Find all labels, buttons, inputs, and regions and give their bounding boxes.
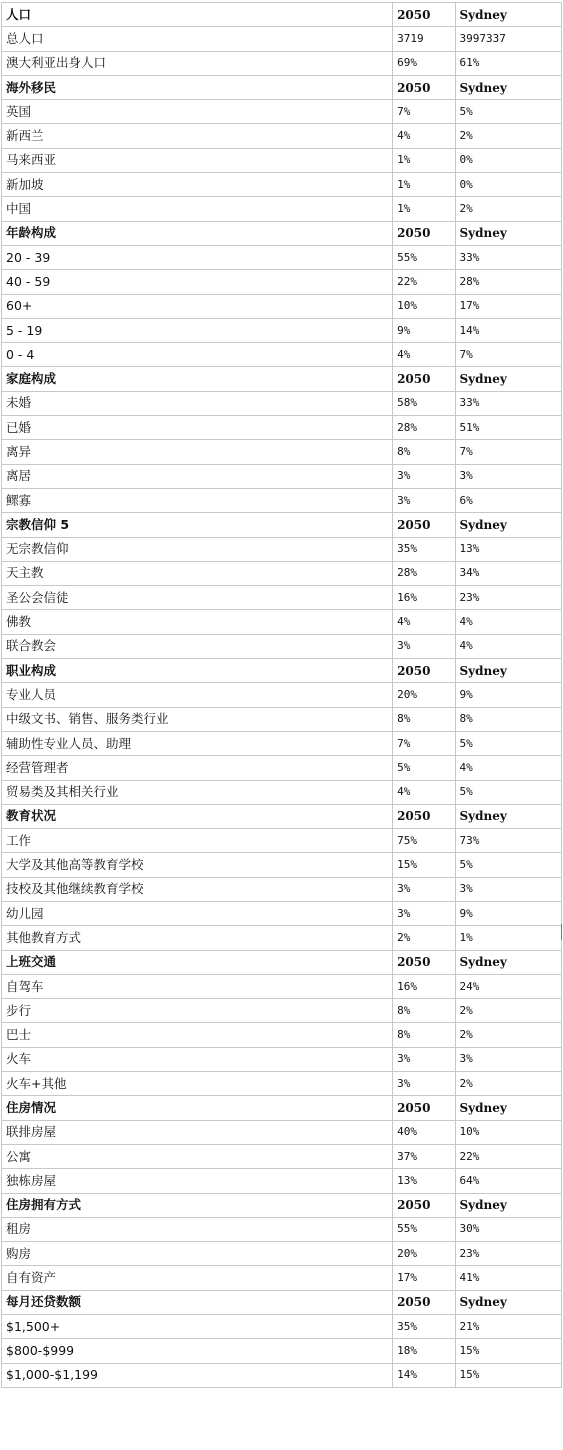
- table-row: [2, 100, 562, 124]
- table-row: [2, 974, 562, 998]
- value-sydney-cell: 2%: [455, 1072, 561, 1096]
- value-2050-cell: 55%: [393, 1217, 455, 1241]
- table-row: [2, 707, 562, 731]
- label-cell: 总人口: [2, 27, 393, 51]
- value-2050-cell: 3%: [393, 1047, 455, 1071]
- label-cell: 教育状况: [2, 804, 393, 828]
- value-sydney-cell: 5%: [455, 780, 561, 804]
- text-cursor-mark: [561, 924, 562, 940]
- value-sydney-cell: 7%: [455, 343, 561, 367]
- table-row: [2, 610, 562, 634]
- table-row: [2, 1315, 562, 1339]
- table-row: [2, 1072, 562, 1096]
- value-2050-cell: 75%: [393, 829, 455, 853]
- value-sydney-cell: Sydney: [455, 804, 561, 828]
- table-row: [2, 999, 562, 1023]
- value-sydney-cell: 4%: [455, 634, 561, 658]
- value-2050-cell: 2050: [393, 513, 455, 537]
- table-row: [2, 440, 562, 464]
- value-2050-cell: 22%: [393, 270, 455, 294]
- label-cell: 公寓: [2, 1144, 393, 1168]
- label-cell: 天主教: [2, 561, 393, 585]
- label-cell: 住房情况: [2, 1096, 393, 1120]
- value-2050-cell: 2%: [393, 926, 455, 950]
- label-cell: 中国: [2, 197, 393, 221]
- value-2050-cell: 14%: [393, 1363, 455, 1387]
- value-2050-cell: 16%: [393, 586, 455, 610]
- table-row: [2, 124, 562, 148]
- label-cell: 家庭构成: [2, 367, 393, 391]
- label-cell: 中级文书、销售、服务类行业: [2, 707, 393, 731]
- label-cell: 工作: [2, 829, 393, 853]
- label-cell: 澳大利亚出身人口: [2, 51, 393, 75]
- value-2050-cell: 5%: [393, 756, 455, 780]
- section-header-row: [2, 1290, 562, 1314]
- value-sydney-cell: 3%: [455, 877, 561, 901]
- table-row: [2, 561, 562, 585]
- table-row: [2, 245, 562, 269]
- label-cell: 专业人员: [2, 683, 393, 707]
- label-cell: 人口: [2, 3, 393, 27]
- table-row: [2, 1169, 562, 1193]
- section-header-row: [2, 659, 562, 683]
- label-cell: 自有资产: [2, 1266, 393, 1290]
- label-cell: 辅助性专业人员、助理: [2, 731, 393, 755]
- value-sydney-cell: 3%: [455, 464, 561, 488]
- value-sydney-cell: Sydney: [455, 75, 561, 99]
- section-header-row: [2, 1096, 562, 1120]
- label-cell: 5 - 19: [2, 318, 393, 342]
- value-sydney-cell: 3997337: [455, 27, 561, 51]
- value-2050-cell: 3%: [393, 1072, 455, 1096]
- label-cell: 20 - 39: [2, 245, 393, 269]
- table-row: [2, 731, 562, 755]
- value-sydney-cell: 8%: [455, 707, 561, 731]
- value-2050-cell: 8%: [393, 999, 455, 1023]
- value-sydney-cell: 14%: [455, 318, 561, 342]
- section-header-row: [2, 804, 562, 828]
- label-cell: 购房: [2, 1242, 393, 1266]
- table-row: [2, 1339, 562, 1363]
- label-cell: 鳏寡: [2, 488, 393, 512]
- value-2050-cell: 69%: [393, 51, 455, 75]
- value-2050-cell: 8%: [393, 1023, 455, 1047]
- table-row: [2, 1217, 562, 1241]
- label-cell: 0 - 4: [2, 343, 393, 367]
- value-2050-cell: 10%: [393, 294, 455, 318]
- value-2050-cell: 15%: [393, 853, 455, 877]
- value-sydney-cell: 17%: [455, 294, 561, 318]
- value-2050-cell: 7%: [393, 100, 455, 124]
- value-sydney-cell: 15%: [455, 1363, 561, 1387]
- value-sydney-cell: Sydney: [455, 513, 561, 537]
- value-2050-cell: 16%: [393, 974, 455, 998]
- label-cell: 每月还贷数额: [2, 1290, 393, 1314]
- label-cell: 贸易类及其相关行业: [2, 780, 393, 804]
- value-sydney-cell: 23%: [455, 1242, 561, 1266]
- label-cell: 独栋房屋: [2, 1169, 393, 1193]
- value-2050-cell: 2050: [393, 659, 455, 683]
- statistics-table: [1, 2, 562, 1388]
- value-2050-cell: 37%: [393, 1144, 455, 1168]
- table-row: [2, 634, 562, 658]
- table-row: [2, 1242, 562, 1266]
- label-cell: 联排房屋: [2, 1120, 393, 1144]
- label-cell: 巴士: [2, 1023, 393, 1047]
- value-sydney-cell: 21%: [455, 1315, 561, 1339]
- value-2050-cell: 1%: [393, 173, 455, 197]
- section-header-row: [2, 221, 562, 245]
- value-sydney-cell: 2%: [455, 999, 561, 1023]
- value-2050-cell: 4%: [393, 780, 455, 804]
- value-2050-cell: 3%: [393, 877, 455, 901]
- label-cell: 佛教: [2, 610, 393, 634]
- value-sydney-cell: 15%: [455, 1339, 561, 1363]
- value-sydney-cell: 23%: [455, 586, 561, 610]
- value-2050-cell: 2050: [393, 367, 455, 391]
- value-sydney-cell: 0%: [455, 148, 561, 172]
- label-cell: 技校及其他继续教育学校: [2, 877, 393, 901]
- label-cell: 海外移民: [2, 75, 393, 99]
- table-row: [2, 586, 562, 610]
- value-2050-cell: 4%: [393, 124, 455, 148]
- value-2050-cell: 1%: [393, 197, 455, 221]
- value-2050-cell: 13%: [393, 1169, 455, 1193]
- table-row: [2, 537, 562, 561]
- value-sydney-cell: 9%: [455, 683, 561, 707]
- label-cell: 未婚: [2, 391, 393, 415]
- value-2050-cell: 28%: [393, 416, 455, 440]
- table-row: [2, 27, 562, 51]
- label-cell: 步行: [2, 999, 393, 1023]
- value-sydney-cell: Sydney: [455, 950, 561, 974]
- label-cell: $1,000-$1,199: [2, 1363, 393, 1387]
- table-row: [2, 829, 562, 853]
- value-sydney-cell: Sydney: [455, 221, 561, 245]
- value-2050-cell: 1%: [393, 148, 455, 172]
- value-2050-cell: 3%: [393, 464, 455, 488]
- value-2050-cell: 4%: [393, 610, 455, 634]
- value-sydney-cell: 33%: [455, 391, 561, 415]
- value-sydney-cell: 41%: [455, 1266, 561, 1290]
- value-sydney-cell: 4%: [455, 610, 561, 634]
- value-sydney-cell: 13%: [455, 537, 561, 561]
- value-2050-cell: 3%: [393, 488, 455, 512]
- value-2050-cell: 9%: [393, 318, 455, 342]
- table-row: [2, 877, 562, 901]
- label-cell: 宗教信仰 5: [2, 513, 393, 537]
- value-sydney-cell: Sydney: [455, 659, 561, 683]
- value-sydney-cell: 34%: [455, 561, 561, 585]
- value-sydney-cell: 2%: [455, 197, 561, 221]
- table-row: [2, 1363, 562, 1387]
- value-sydney-cell: 28%: [455, 270, 561, 294]
- value-sydney-cell: 4%: [455, 756, 561, 780]
- label-cell: 离居: [2, 464, 393, 488]
- value-sydney-cell: 3%: [455, 1047, 561, 1071]
- value-sydney-cell: Sydney: [455, 1290, 561, 1314]
- value-2050-cell: 2050: [393, 1193, 455, 1217]
- value-2050-cell: 2050: [393, 221, 455, 245]
- value-2050-cell: 28%: [393, 561, 455, 585]
- value-2050-cell: 58%: [393, 391, 455, 415]
- value-sydney-cell: 24%: [455, 974, 561, 998]
- value-sydney-cell: 10%: [455, 1120, 561, 1144]
- value-2050-cell: 35%: [393, 537, 455, 561]
- section-header-row: [2, 3, 562, 27]
- value-sydney-cell: 5%: [455, 731, 561, 755]
- value-2050-cell: 55%: [393, 245, 455, 269]
- value-2050-cell: 17%: [393, 1266, 455, 1290]
- value-sydney-cell: Sydney: [455, 1193, 561, 1217]
- label-cell: $1,500+: [2, 1315, 393, 1339]
- label-cell: 年龄构成: [2, 221, 393, 245]
- value-sydney-cell: 30%: [455, 1217, 561, 1241]
- label-cell: 火车+其他: [2, 1072, 393, 1096]
- table-row: [2, 148, 562, 172]
- table-row: [2, 343, 562, 367]
- value-2050-cell: 3719: [393, 27, 455, 51]
- value-2050-cell: 2050: [393, 3, 455, 27]
- value-sydney-cell: 9%: [455, 901, 561, 925]
- table-row: [2, 51, 562, 75]
- value-2050-cell: 2050: [393, 1096, 455, 1120]
- value-sydney-cell: 2%: [455, 124, 561, 148]
- label-cell: 已婚: [2, 416, 393, 440]
- label-cell: 幼儿园: [2, 901, 393, 925]
- table-row: [2, 1047, 562, 1071]
- table-row: [2, 464, 562, 488]
- label-cell: 圣公会信徒: [2, 586, 393, 610]
- label-cell: 住房拥有方式: [2, 1193, 393, 1217]
- label-cell: 60+: [2, 294, 393, 318]
- table-row: [2, 197, 562, 221]
- section-header-row: [2, 75, 562, 99]
- table-row: [2, 1266, 562, 1290]
- label-cell: 新加坡: [2, 173, 393, 197]
- label-cell: 马来西亚: [2, 148, 393, 172]
- value-2050-cell: 8%: [393, 707, 455, 731]
- label-cell: 火车: [2, 1047, 393, 1071]
- value-sydney-cell: 5%: [455, 853, 561, 877]
- value-sydney-cell: 7%: [455, 440, 561, 464]
- label-cell: $800-$999: [2, 1339, 393, 1363]
- table-row: [2, 756, 562, 780]
- table-row: [2, 294, 562, 318]
- value-2050-cell: 2050: [393, 1290, 455, 1314]
- table-row: [2, 780, 562, 804]
- table-row: [2, 318, 562, 342]
- label-cell: 上班交通: [2, 950, 393, 974]
- value-sydney-cell: Sydney: [455, 1096, 561, 1120]
- value-sydney-cell: 33%: [455, 245, 561, 269]
- value-2050-cell: 2050: [393, 75, 455, 99]
- value-sydney-cell: 6%: [455, 488, 561, 512]
- value-2050-cell: 2050: [393, 950, 455, 974]
- value-sydney-cell: 1%: [455, 926, 561, 950]
- table-row: [2, 1023, 562, 1047]
- label-cell: 自驾车: [2, 974, 393, 998]
- value-sydney-cell: 64%: [455, 1169, 561, 1193]
- section-header-row: [2, 513, 562, 537]
- section-header-row: [2, 950, 562, 974]
- table-row: [2, 901, 562, 925]
- value-sydney-cell: 0%: [455, 173, 561, 197]
- value-2050-cell: 18%: [393, 1339, 455, 1363]
- value-sydney-cell: 2%: [455, 1023, 561, 1047]
- label-cell: 新西兰: [2, 124, 393, 148]
- value-2050-cell: 20%: [393, 1242, 455, 1266]
- value-sydney-cell: 5%: [455, 100, 561, 124]
- table-row: [2, 173, 562, 197]
- value-2050-cell: 2050: [393, 804, 455, 828]
- table-row: [2, 488, 562, 512]
- value-sydney-cell: 61%: [455, 51, 561, 75]
- table-row: [2, 270, 562, 294]
- table-row: [2, 416, 562, 440]
- table-row: [2, 391, 562, 415]
- label-cell: 无宗教信仰: [2, 537, 393, 561]
- value-sydney-cell: Sydney: [455, 3, 561, 27]
- table-row: [2, 926, 562, 950]
- value-2050-cell: 3%: [393, 901, 455, 925]
- label-cell: 40 - 59: [2, 270, 393, 294]
- value-2050-cell: 8%: [393, 440, 455, 464]
- value-2050-cell: 35%: [393, 1315, 455, 1339]
- value-2050-cell: 3%: [393, 634, 455, 658]
- label-cell: 其他教育方式: [2, 926, 393, 950]
- label-cell: 大学及其他高等教育学校: [2, 853, 393, 877]
- value-sydney-cell: 51%: [455, 416, 561, 440]
- value-sydney-cell: 73%: [455, 829, 561, 853]
- label-cell: 离异: [2, 440, 393, 464]
- value-2050-cell: 40%: [393, 1120, 455, 1144]
- section-header-row: [2, 367, 562, 391]
- value-sydney-cell: Sydney: [455, 367, 561, 391]
- table-row: [2, 1120, 562, 1144]
- value-2050-cell: 20%: [393, 683, 455, 707]
- section-header-row: [2, 1193, 562, 1217]
- label-cell: 联合教会: [2, 634, 393, 658]
- value-sydney-cell: 22%: [455, 1144, 561, 1168]
- statistics-table-body: [2, 3, 562, 1388]
- label-cell: 经营管理者: [2, 756, 393, 780]
- value-2050-cell: 7%: [393, 731, 455, 755]
- value-2050-cell: 4%: [393, 343, 455, 367]
- label-cell: 职业构成: [2, 659, 393, 683]
- table-row: [2, 683, 562, 707]
- label-cell: 英国: [2, 100, 393, 124]
- table-row: [2, 1144, 562, 1168]
- label-cell: 租房: [2, 1217, 393, 1241]
- table-row: [2, 853, 562, 877]
